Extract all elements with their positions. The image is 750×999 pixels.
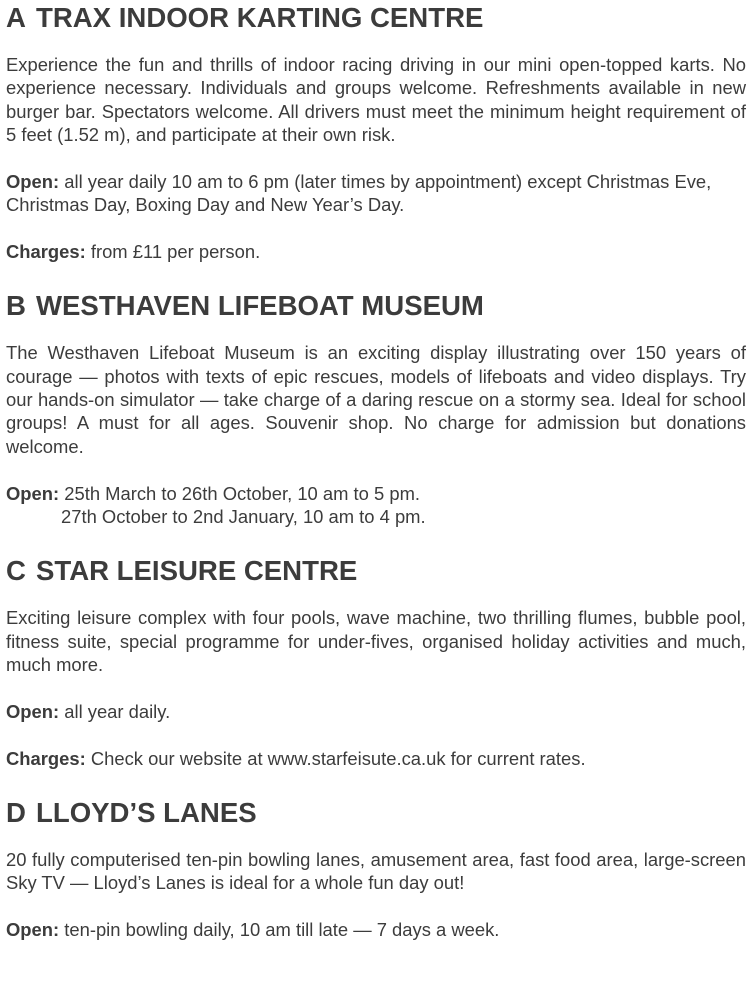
section-c-title: STAR LEISURE CENTRE — [36, 555, 358, 587]
open-text: all year daily 10 am to 6 pm (later times by appointment) except Christmas Eve, Christmas Day, Boxing Day and New Year’s Day. — [6, 170, 712, 216]
section-b — [6, 290, 746, 528]
section-b-title: WESTHAVEN LIFEBOAT MUSEUM — [36, 290, 484, 322]
section-b-description: The Westhaven Lifeboat Museum is an exciting display illustrating over 150 years of courage — photos with texts of epic rescues, models of lifeboats and video displays. Try our hands-on simulator — take charge of a daring rescue on a stormy sea. Ideal for school groups! A must for all ages. Souvenir shop. No charge for admission but donations welcome. — [6, 342, 746, 457]
open-text: 25th March to 26th October, 10 am to 5 pm. — [64, 482, 420, 504]
section-d-heading — [6, 797, 746, 829]
section-d-letter: D — [6, 797, 26, 829]
section-c-charges — [6, 747, 746, 770]
section-b-heading — [6, 290, 746, 322]
charges-label: Charges: — [6, 241, 86, 262]
open-label: Open: — [6, 700, 60, 722]
section-a-charges — [6, 240, 746, 263]
section-d-description: 20 fully computerised ten-pin bowling lanes, amusement area, fast food area, large-screen Sky TV — Lloyd’s Lanes is ideal for a whole fun day out! — [6, 848, 746, 894]
charges-label: Charges: — [6, 747, 86, 769]
section-c-letter: C — [6, 555, 26, 587]
section-b-open-second: 27th October to 2nd January, 10 am to 4 pm. — [61, 506, 426, 528]
section-d-title: LLOYD’S LANES — [36, 797, 257, 829]
section-a — [6, 2, 746, 263]
open-label: Open: — [6, 170, 60, 192]
section-c-heading — [6, 555, 746, 587]
section-a-open — [6, 170, 746, 217]
charges-text: Check our website at www.starfeisute.ca.uk for current rates. — [90, 747, 586, 769]
section-b-open — [6, 482, 746, 505]
section-c-description: Exciting leisure complex with four pools, wave machine, two thrilling flumes, bubble pool, fitness suite, special programme for under-fives, organised holiday activities and much, much more. — [6, 607, 746, 676]
open-label: Open: — [6, 482, 60, 504]
section-d — [6, 797, 746, 941]
section-d-open — [6, 918, 746, 941]
section-a-letter: A — [6, 2, 26, 33]
open-text: ten-pin bowling daily, 10 am till late — 7 days a week. — [64, 919, 500, 940]
section-c-open — [6, 700, 746, 723]
section-c — [6, 555, 746, 770]
open-text: all year daily. — [64, 700, 171, 722]
section-b-letter: B — [6, 290, 26, 322]
section-a-description: Experience the fun and thrills of indoor racing driving in our mini open-topped karts. No experience necessary. Individuals and groups welcome. Refreshments available in new burger bar. Spectators welcome. All drivers must meet the minimum height requirement of 5 feet (1.52 m), and participate at their own risk. — [6, 53, 746, 145]
section-a-heading — [6, 2, 746, 33]
section-a-title: TRAX INDOOR KARTING CENTRE — [36, 2, 484, 33]
open-label: Open: — [6, 919, 60, 940]
charges-text: from £11 per person. — [90, 241, 261, 262]
